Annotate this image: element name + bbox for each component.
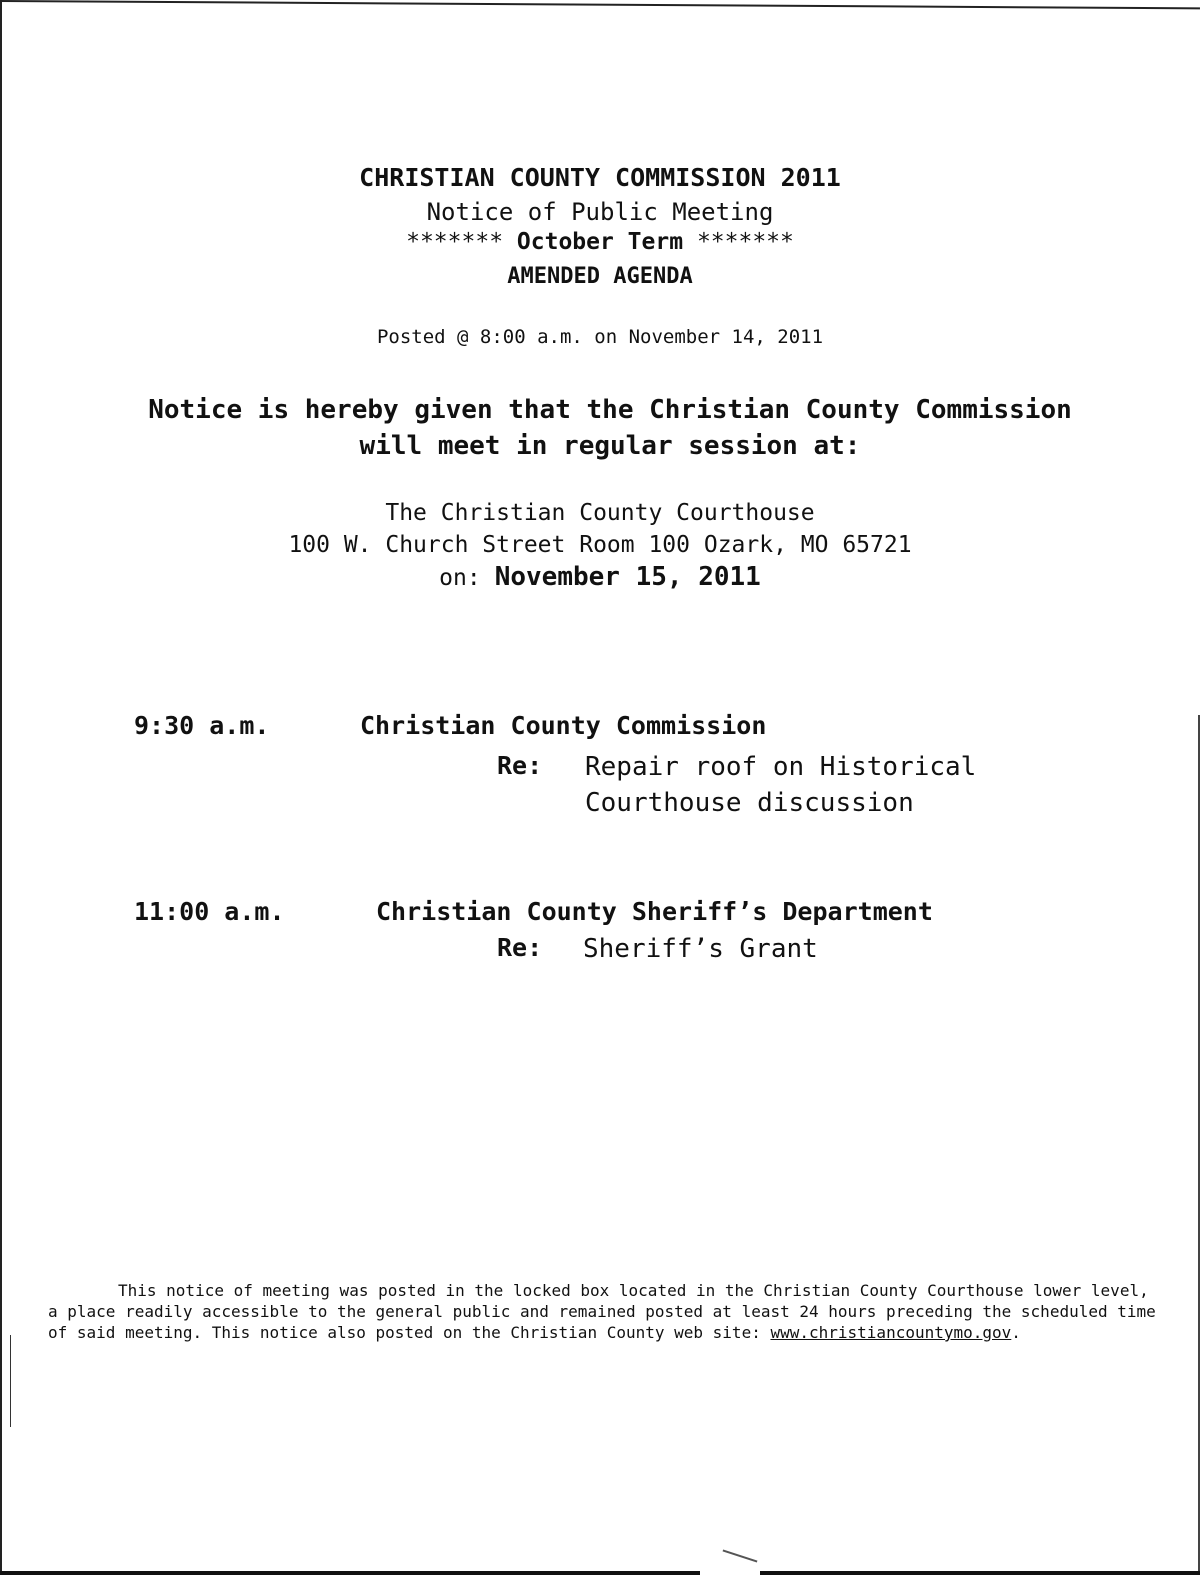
agenda-item-1-re-label: Re: bbox=[497, 751, 543, 780]
posted-timestamp: Posted @ 8:00 a.m. on November 14, 2011 bbox=[376, 326, 824, 348]
agenda-item-2-re-text bbox=[583, 931, 818, 967]
agenda-item-2-re-label: Re: bbox=[497, 933, 543, 962]
stray-mark bbox=[723, 1549, 758, 1562]
posting-notice-end: . bbox=[1011, 1323, 1021, 1342]
scan-edge-bottom-right bbox=[760, 1571, 1200, 1575]
margin-mark bbox=[10, 1335, 11, 1427]
document-title: CHRISTIAN COUNTY COMMISSION 2011 bbox=[359, 163, 841, 192]
term-suffix: ******* bbox=[696, 229, 794, 255]
scan-edge-bottom bbox=[0, 1571, 700, 1575]
term-prefix: ******* bbox=[406, 229, 504, 255]
agenda-item-1-re-line-2: Courthouse discussion bbox=[585, 788, 914, 818]
scan-edge-top bbox=[0, 0, 1200, 9]
agenda-item-1-time: 9:30 a.m. bbox=[134, 711, 270, 740]
term-line bbox=[0, 229, 1200, 255]
county-website-link[interactable]: www.christiancountymo.gov bbox=[770, 1323, 1012, 1342]
agenda-item-1-re-text bbox=[585, 749, 976, 821]
venue-address bbox=[0, 497, 1200, 561]
notice-line-2: will meet in regular session at: bbox=[359, 431, 861, 461]
agenda-item-2-re-line-1: Sheriff’s Grant bbox=[583, 934, 818, 964]
venue-line-2: 100 W. Church Street Room 100 Ozark, MO 65721 bbox=[288, 532, 912, 558]
meeting-date: November 15, 2011 bbox=[494, 562, 761, 592]
notice-line-1: Notice is hereby given that the Christian County Commission bbox=[148, 395, 1072, 425]
venue-line-1: The Christian County Courthouse bbox=[385, 500, 815, 526]
document-subtitle: Notice of Public Meeting bbox=[426, 198, 774, 226]
agenda-item-1-re-line-1: Repair roof on Historical bbox=[585, 752, 977, 782]
agenda-item-2-time: 11:00 a.m. bbox=[134, 897, 285, 926]
notice-statement bbox=[60, 392, 1160, 464]
posting-notice-paragraph bbox=[48, 1280, 1158, 1343]
amended-agenda-heading: AMENDED AGENDA bbox=[507, 264, 693, 289]
posting-notice-text: This notice of meeting was posted in the locked box located in the Christian County Courthouse lower level, a place readily accessible to the general public and remained posted at least 24 hours preceding the scheduled time of said meeting. This notice also posted on the Christian County web site: bbox=[48, 1281, 1156, 1342]
agenda-item-1-body: Christian County Commission bbox=[360, 711, 767, 740]
meeting-date-line bbox=[0, 562, 1200, 592]
term-label: October Term bbox=[516, 229, 684, 255]
meeting-date-label: on: bbox=[439, 565, 481, 591]
agenda-item-2-body: Christian County Sheriff’s Department bbox=[376, 897, 933, 926]
